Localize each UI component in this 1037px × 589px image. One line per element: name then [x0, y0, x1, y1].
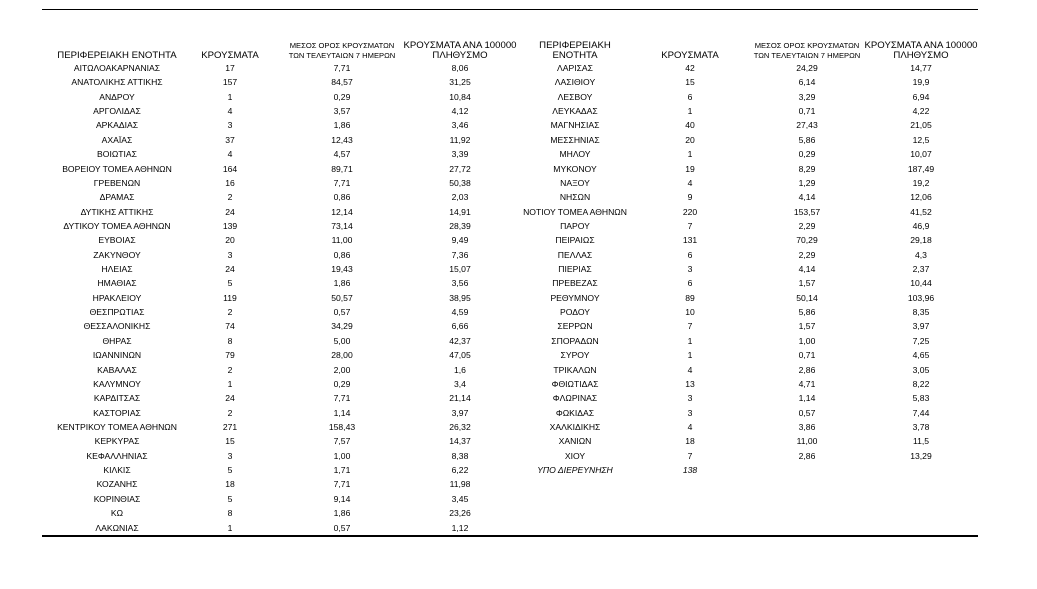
per-100k-cell: 12,06 — [910, 192, 932, 203]
region-cell: ΠΑΡΟΥ — [560, 220, 590, 231]
per-100k-cell: 8,22 — [912, 378, 930, 389]
per-100k-cell: 14,77 — [910, 63, 932, 73]
avg-7-days-cell: 1,14 — [798, 393, 816, 404]
region-cell: ΔΡΑΜΑΣ — [99, 192, 135, 203]
per-100k-cell: 13,29 — [910, 450, 932, 461]
per-100k-cell: 23,26 — [449, 508, 471, 519]
cases-cell: 13 — [685, 378, 695, 389]
per-100k-cell: 3,46 — [451, 120, 469, 131]
region-cell: ΑΙΤΩΛΟΑΚΑΡΝΑΝΙΑΣ — [73, 63, 161, 73]
cases-cell: 37 — [225, 134, 235, 145]
per-100k-cell: 15,07 — [449, 264, 471, 275]
cases-cell: 19 — [685, 163, 695, 174]
avg-7-days-cell: 12,43 — [331, 134, 353, 145]
per-100k-cell: 8,38 — [451, 450, 469, 461]
cases-cell: 8 — [227, 508, 233, 519]
avg-7-days-cell: 50,57 — [331, 292, 353, 303]
per-100k-cell: 10,84 — [449, 91, 471, 102]
cases-cell: 89 — [685, 292, 695, 303]
cases-cell: 4 — [227, 149, 233, 160]
per-100k-cell: 42,37 — [449, 335, 471, 346]
avg-7-days-cell: 8,29 — [798, 163, 816, 174]
cases-cell: 6 — [687, 249, 693, 260]
avg-7-days-cell: 7,57 — [333, 436, 351, 447]
avg-7-days-cell: 9,14 — [333, 493, 351, 504]
cases-cell: 6 — [687, 91, 693, 102]
region-cell: ΛΕΥΚΑΔΑΣ — [552, 106, 598, 117]
region-cell: ΗΡΑΚΛΕΙΟΥ — [92, 292, 142, 303]
avg-7-days-cell: 34,29 — [331, 321, 353, 332]
header-avg-line2: ΤΩΝ ΤΕΛΕΥΤΑΙΩΝ 7 ΗΜΕΡΩΝ — [753, 51, 861, 60]
per-100k-cell: 4,22 — [912, 106, 930, 117]
per-100k-cell: 10,07 — [910, 149, 932, 160]
region-cell: ΜΥΚΟΝΟΥ — [553, 163, 597, 174]
header-per-100k — [400, 41, 520, 61]
cases-cell: 18 — [685, 436, 695, 447]
region-cell: ΠΡΕΒΕΖΑΣ — [552, 278, 598, 289]
region-cell: ΦΛΩΡΙΝΑΣ — [552, 393, 598, 404]
region-cell: ΧΑΛΚΙΔΙΚΗΣ — [549, 421, 601, 432]
per-100k-cell: 38,95 — [449, 292, 471, 303]
avg-7-days-cell: 2,00 — [333, 364, 351, 375]
cases-cell: 15 — [225, 436, 235, 447]
region-cell: ΚΑΣΤΟΡΙΑΣ — [93, 407, 141, 418]
header-avg-7-days — [750, 41, 864, 61]
avg-7-days-cell: 1,00 — [798, 335, 816, 346]
cases-cell: 42 — [685, 63, 695, 73]
bottom-rule — [42, 535, 978, 537]
region-cell: ΚΑΡΔΙΤΣΑΣ — [93, 393, 141, 404]
per-100k-cell: 3,97 — [912, 321, 930, 332]
region-cell: ΑΝΑΤΟΛΙΚΗΣ ΑΤΤΙΚΗΣ — [71, 77, 163, 88]
region-cell: ΚΕΦΑΛΛΗΝΙΑΣ — [86, 450, 148, 461]
region-cell: ΡΟΔΟΥ — [560, 307, 590, 318]
cases-cell: 24 — [225, 206, 235, 217]
per-100k-cell: 187,49 — [907, 163, 935, 174]
cases-cell: 1 — [227, 522, 233, 533]
avg-7-days-cell: 4,57 — [333, 149, 351, 160]
avg-7-days-cell: 24,29 — [796, 63, 818, 73]
avg-7-days-cell: 0,57 — [333, 522, 351, 533]
avg-7-days-cell: 2,29 — [798, 249, 816, 260]
region-cell: ΒΟΙΩΤΙΑΣ — [97, 149, 137, 160]
cases-cell: 139 — [222, 220, 238, 231]
avg-7-days-cell: 1,86 — [333, 278, 351, 289]
avg-7-days-cell: 89,71 — [331, 163, 353, 174]
region-cell: ΦΩΚΙΔΑΣ — [555, 407, 595, 418]
cases-cell: 5 — [227, 465, 233, 476]
header-avg-line1: ΜΕΣΟΣ ΟΡΟΣ ΚΡΟΥΣΜΑΤΩΝ — [754, 41, 860, 50]
cases-cell: 10 — [685, 307, 695, 318]
cases-cell: 17 — [225, 63, 235, 73]
region-cell: ΚΟΡΙΝΘΙΑΣ — [93, 493, 141, 504]
region-cell: ΚΩ — [110, 508, 124, 519]
region-cell: ΣΥΡΟΥ — [560, 350, 590, 361]
region-cell: ΧΑΝΙΩΝ — [558, 436, 592, 447]
cases-cell: 3 — [227, 249, 233, 260]
cases-cell: 74 — [225, 321, 235, 332]
per-100k-cell: 8,06 — [451, 63, 469, 73]
cases-cell: 20 — [225, 235, 235, 246]
avg-7-days-cell: 3,29 — [798, 91, 816, 102]
avg-7-days-cell: 3,57 — [333, 106, 351, 117]
per-100k-cell: 11,5 — [912, 436, 930, 447]
header-per100k-line1: ΚΡΟΥΣΜΑΤΑ ΑΝΑ 100000 — [864, 40, 978, 51]
region-cell: ΣΠΟΡΑΔΩΝ — [551, 335, 599, 346]
cases-cell: 4 — [227, 106, 233, 117]
top-rule — [42, 9, 978, 10]
per-100k-cell: 28,39 — [449, 220, 471, 231]
region-cell: ΝΑΞΟΥ — [560, 177, 590, 188]
avg-7-days-cell: 6,14 — [798, 77, 816, 88]
cases-cell: 7 — [687, 321, 693, 332]
header-per-100k — [864, 41, 978, 61]
cases-cell: 1 — [227, 91, 233, 102]
avg-7-days-cell: 0,71 — [798, 106, 816, 117]
region-cell: ΜΑΓΝΗΣΙΑΣ — [550, 120, 600, 131]
cases-cell: 3 — [227, 120, 233, 131]
per-100k-cell: 3,45 — [451, 493, 469, 504]
region-cell: ΚΑΛΥΜΝΟΥ — [93, 378, 141, 389]
header-avg-line1: ΜΕΣΟΣ ΟΡΟΣ ΚΡΟΥΣΜΑΤΩΝ — [289, 41, 395, 50]
avg-7-days-cell: 0,86 — [333, 249, 351, 260]
per-100k-cell: 10,44 — [910, 278, 932, 289]
avg-7-days-cell: 50,14 — [796, 292, 818, 303]
per-100k-cell: 4,3 — [915, 249, 927, 260]
cases-cell: 5 — [227, 493, 233, 504]
per-100k-cell: 4,59 — [451, 307, 469, 318]
avg-7-days-cell: 11,00 — [331, 235, 353, 246]
region-cell: ΘΕΣΣΑΛΟΝΙΚΗΣ — [83, 321, 151, 332]
per-100k-cell: 11,98 — [449, 479, 471, 490]
per-100k-cell: 21,05 — [910, 120, 932, 131]
cases-cell: 2 — [227, 192, 233, 203]
per-100k-cell: 6,66 — [451, 321, 469, 332]
per-100k-cell: 50,38 — [449, 177, 471, 188]
per-100k-cell: 3,39 — [451, 149, 469, 160]
avg-7-days-cell: 5,86 — [798, 307, 816, 318]
avg-7-days-cell: 158,43 — [328, 421, 356, 432]
per-100k-cell: 6,94 — [912, 91, 930, 102]
avg-7-days-cell: 1,71 — [333, 465, 351, 476]
region-cell: ΑΡΓΟΛΙΔΑΣ — [93, 106, 141, 117]
cases-cell: 24 — [225, 264, 235, 275]
per-100k-cell: 29,18 — [910, 235, 932, 246]
region-cell: ΑΡΚΑΔΙΑΣ — [95, 120, 139, 131]
region-cell: ΓΡΕΒΕΝΩΝ — [93, 177, 141, 188]
per-100k-cell: 5,83 — [912, 393, 930, 404]
per-100k-cell: 11,92 — [449, 134, 471, 145]
cases-cell: 1 — [687, 335, 693, 346]
avg-7-days-cell: 1,14 — [333, 407, 351, 418]
per-100k-cell: 19,9 — [912, 77, 930, 88]
avg-7-days-cell: 0,71 — [798, 350, 816, 361]
per-100k-cell: 4,65 — [912, 350, 930, 361]
region-cell: ΛΑΡΙΣΑΣ — [557, 63, 593, 73]
per-100k-cell: 103,96 — [907, 292, 935, 303]
header-per100k-line2: ΠΛΗΘΥΣΜΟ — [432, 50, 488, 61]
cases-cell: 164 — [222, 163, 238, 174]
per-100k-cell: 3,05 — [912, 364, 930, 375]
region-cell: ΤΡΙΚΑΛΩΝ — [553, 364, 597, 375]
region-cell: ΚΟΖΑΝΗΣ — [96, 479, 138, 490]
cases-cell: 15 — [685, 77, 695, 88]
cases-cell: 3 — [227, 450, 233, 461]
avg-7-days-cell: 73,14 — [331, 220, 353, 231]
region-cell: ΚΙΛΚΙΣ — [103, 465, 131, 476]
avg-7-days-cell: 0,29 — [333, 91, 351, 102]
per-100k-cell: 6,22 — [451, 465, 469, 476]
per-100k-cell: 3,78 — [912, 421, 930, 432]
avg-7-days-cell: 0,29 — [798, 149, 816, 160]
cases-cell: 6 — [687, 278, 693, 289]
region-cell: ΚΑΒΑΛΑΣ — [97, 364, 137, 375]
cases-cell: 131 — [682, 235, 698, 246]
avg-7-days-cell: 5,86 — [798, 134, 816, 145]
avg-7-days-cell: 1,57 — [798, 321, 816, 332]
avg-7-days-cell: 27,43 — [796, 120, 818, 131]
per-100k-cell: 9,49 — [451, 235, 469, 246]
avg-7-days-cell: 2,86 — [798, 364, 816, 375]
per-100k-cell: 3,56 — [451, 278, 469, 289]
avg-7-days-cell: 84,57 — [331, 77, 353, 88]
cases-cell: 1 — [687, 149, 693, 160]
region-cell: ΛΕΣΒΟΥ — [557, 91, 593, 102]
cases-cell: 16 — [225, 177, 235, 188]
region-cell: ΑΝΔΡΟΥ — [99, 91, 135, 102]
cases-cell: 3 — [687, 393, 693, 404]
cases-cell: 79 — [225, 350, 235, 361]
per-100k-cell: 27,72 — [449, 163, 471, 174]
cases-cell: 8 — [227, 335, 233, 346]
per-100k-cell: 41,52 — [910, 206, 932, 217]
cases-cell: 2 — [227, 364, 233, 375]
avg-7-days-cell: 0,86 — [333, 192, 351, 203]
region-cell: ΖΑΚΥΝΘΟΥ — [93, 249, 141, 260]
cases-cell: 20 — [685, 134, 695, 145]
cases-cell: 220 — [682, 206, 698, 217]
under-investigation-label: ΥΠΟ ΔΙΕΡΕΥΝΗΣΗ — [537, 465, 613, 476]
cases-cell: 24 — [225, 393, 235, 404]
region-cell: ΕΥΒΟΙΑΣ — [98, 235, 136, 246]
header-cases: ΚΡΟΥΣΜΑΤΑ — [661, 50, 719, 61]
region-cell: ΝΟΤΙΟΥ ΤΟΜΕΑ ΑΘΗΝΩΝ — [523, 206, 627, 217]
avg-7-days-cell: 70,29 — [796, 235, 818, 246]
avg-7-days-cell: 0,29 — [333, 378, 351, 389]
avg-7-days-cell: 12,14 — [331, 206, 353, 217]
per-100k-cell: 14,91 — [449, 206, 471, 217]
region-cell: ΙΩΑΝΝΙΝΩΝ — [92, 350, 142, 361]
region-cell: ΒΟΡΕΙΟΥ ΤΟΜΕΑ ΑΘΗΝΩΝ — [62, 163, 172, 174]
cases-cell: 2 — [227, 407, 233, 418]
avg-7-days-cell: 19,43 — [331, 264, 353, 275]
header-cases: ΚΡΟΥΣΜΑΤΑ — [201, 50, 259, 61]
per-100k-cell: 3,97 — [451, 407, 469, 418]
per-100k-cell: 21,14 — [449, 393, 471, 404]
cases-cell: 9 — [687, 192, 693, 203]
avg-7-days-cell: 0,57 — [333, 307, 351, 318]
region-cell: ΗΛΕΙΑΣ — [101, 264, 133, 275]
region-cell: ΠΕΙΡΑΙΩΣ — [555, 235, 595, 246]
avg-7-days-cell: 11,00 — [796, 436, 818, 447]
region-cell: ΛΑΣΙΘΙΟΥ — [554, 77, 596, 88]
per-100k-cell: 1,12 — [451, 522, 469, 533]
under-investigation-cases: 138 — [682, 465, 698, 476]
region-cell: ΗΜΑΘΙΑΣ — [97, 278, 137, 289]
region-cell: ΑΧΑΪΑΣ — [101, 134, 133, 145]
region-cell: ΠΕΛΛΑΣ — [557, 249, 593, 260]
avg-7-days-cell: 4,14 — [798, 192, 816, 203]
avg-7-days-cell: 0,57 — [798, 407, 816, 418]
cases-cell: 5 — [227, 278, 233, 289]
avg-7-days-cell: 1,29 — [798, 177, 816, 188]
cases-cell: 1 — [687, 350, 693, 361]
avg-7-days-cell: 1,86 — [333, 120, 351, 131]
per-100k-cell: 19,2 — [912, 177, 930, 188]
cases-cell: 271 — [222, 421, 238, 432]
avg-7-days-cell: 7,71 — [333, 479, 351, 490]
avg-7-days-cell: 4,71 — [798, 378, 816, 389]
per-100k-cell: 31,25 — [449, 77, 471, 88]
cases-cell: 4 — [687, 364, 693, 375]
per-100k-cell: 8,35 — [912, 307, 930, 318]
per-100k-cell: 7,36 — [451, 249, 469, 260]
region-cell: ΜΕΣΣΗΝΙΑΣ — [550, 134, 600, 145]
region-cell: ΝΗΣΩΝ — [559, 192, 591, 203]
region-cell: ΔΥΤΙΚΗΣ ΑΤΤΙΚΗΣ — [80, 206, 154, 217]
region-cell: ΣΕΡΡΩΝ — [557, 321, 593, 332]
per-100k-cell: 7,25 — [912, 335, 930, 346]
cases-cell: 1 — [687, 106, 693, 117]
cases-cell: 3 — [687, 264, 693, 275]
avg-7-days-cell: 1,86 — [333, 508, 351, 519]
avg-7-days-cell: 153,57 — [793, 206, 821, 217]
cases-cell: 119 — [223, 292, 237, 303]
avg-7-days-cell: 7,71 — [333, 177, 351, 188]
header-region: ΠΕΡΙΦΕΡΕΙΑΚΗ ΕΝΟΤΗΤΑ — [57, 50, 177, 61]
region-cell: ΦΘΙΩΤΙΔΑΣ — [551, 378, 599, 389]
avg-7-days-cell: 1,57 — [798, 278, 816, 289]
avg-7-days-cell: 2,29 — [798, 220, 816, 231]
per-100k-cell: 12,5 — [912, 134, 930, 145]
header-avg-7-days — [287, 41, 397, 61]
region-cell: ΚΕΝΤΡΙΚΟΥ ΤΟΜΕΑ ΑΘΗΝΩΝ — [57, 421, 177, 432]
region-cell: ΘΗΡΑΣ — [102, 335, 132, 346]
cases-cell: 2 — [227, 307, 233, 318]
avg-7-days-cell: 2,86 — [798, 450, 816, 461]
avg-7-days-cell: 1,00 — [333, 450, 351, 461]
per-100k-cell: 3,4 — [454, 378, 466, 389]
region-cell: ΘΕΣΠΡΩΤΙΑΣ — [89, 307, 145, 318]
per-100k-cell: 26,32 — [449, 421, 471, 432]
per-100k-cell: 47,05 — [449, 350, 471, 361]
per-100k-cell: 2,37 — [912, 264, 930, 275]
avg-7-days-cell: 5,00 — [333, 335, 351, 346]
avg-7-days-cell: 4,14 — [798, 264, 816, 275]
per-100k-cell: 1,6 — [454, 364, 466, 375]
header-avg-line2: ΤΩΝ ΤΕΛΕΥΤΑΙΩΝ 7 ΗΜΕΡΩΝ — [288, 51, 396, 60]
cases-cell: 4 — [687, 421, 693, 432]
avg-7-days-cell: 3,86 — [798, 421, 816, 432]
per-100k-cell: 7,44 — [912, 407, 930, 418]
per-100k-cell: 2,03 — [451, 192, 469, 203]
region-cell: ΛΑΚΩΝΙΑΣ — [95, 522, 139, 533]
region-cell: ΚΕΡΚΥΡΑΣ — [94, 436, 140, 447]
cases-cell: 7 — [687, 450, 693, 461]
cases-cell: 4 — [687, 177, 693, 188]
avg-7-days-cell: 7,71 — [333, 393, 351, 404]
avg-7-days-cell: 7,71 — [333, 63, 351, 73]
per-100k-cell: 4,12 — [451, 106, 469, 117]
cases-cell: 3 — [687, 407, 693, 418]
cases-cell: 157 — [222, 77, 238, 88]
region-cell: ΜΗΛΟΥ — [559, 149, 591, 160]
region-cell: ΡΕΘΥΜΝΟΥ — [550, 292, 600, 303]
cases-cell: 18 — [225, 479, 235, 490]
cases-cell: 1 — [227, 378, 233, 389]
header-per100k-line2: ΠΛΗΘΥΣΜΟ — [893, 50, 949, 61]
region-cell: ΧΙΟΥ — [564, 450, 586, 461]
region-cell: ΔΥΤΙΚΟΥ ΤΟΜΕΑ ΑΘΗΝΩΝ — [63, 220, 171, 231]
cases-cell: 40 — [685, 120, 695, 131]
cases-cell: 7 — [687, 220, 693, 231]
per-100k-cell: 46,9 — [912, 220, 930, 231]
header-per100k-line1: ΚΡΟΥΣΜΑΤΑ ΑΝΑ 100000 — [403, 40, 517, 51]
avg-7-days-cell: 28,00 — [331, 350, 353, 361]
region-cell: ΠΙΕΡΙΑΣ — [558, 264, 592, 275]
header-region: ΠΕΡΙΦΕΡΕΙΑΚΗ ΕΝΟΤΗΤΑ — [539, 40, 611, 61]
per-100k-cell: 14,37 — [449, 436, 471, 447]
